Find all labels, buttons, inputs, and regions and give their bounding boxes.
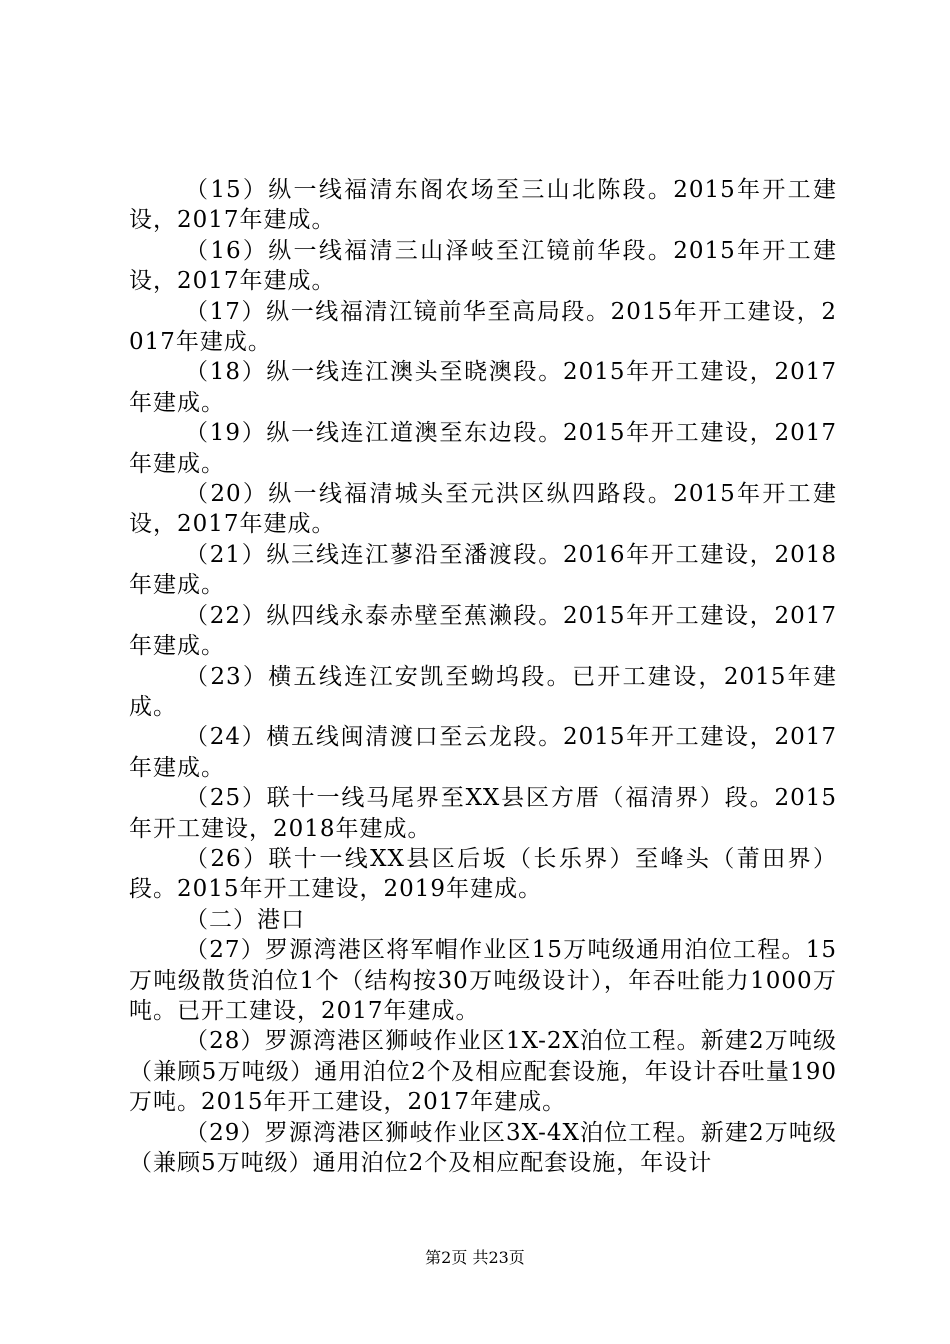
page-number: 第2页 共23页 — [425, 1248, 525, 1267]
paragraph-24: （24）横五线闽清渡口至云龙段。2015年开工建设，2017年建成。 — [129, 724, 837, 781]
paragraph-17: （17）纵一线福清江镜前华至高局段。2015年开工建设，2017年建成。 — [129, 298, 837, 356]
paragraph-21: （21）纵三线连江蓼沿至潘渡段。2016年开工建设，2018年建成。 — [129, 541, 837, 599]
paragraph-15: （15）纵一线福清东阁农场至三山北陈段。2015年开工建设，2017年建成。 — [129, 177, 837, 234]
paragraph-26: （26）联十一线XX县区后坂（长乐界）至峰头（莆田界）段。2015年开工建设，2019年建成。 — [129, 845, 837, 903]
paragraph-23: （23）横五线连江安凯至蚴坞段。已开工建设，2015年建成。 — [129, 663, 837, 720]
document-body — [129, 175, 837, 1178]
page-footer — [0, 1248, 950, 1268]
paragraph-20: （20）纵一线福清城头至元洪区纵四路段。2015年开工建设，2017年建成。 — [129, 481, 837, 538]
paragraph-16: （16）纵一线福清三山泽岐至江镜前华段。2015年开工建设，2017年建成。 — [129, 237, 837, 295]
section-heading-ports: （二）港口 — [185, 906, 305, 933]
paragraph-27: （27）罗源湾港区将军帽作业区15万吨级通用泊位工程。15万吨级散货泊位1个（结构按30万吨级设计），年吞吐能力1000万吨。已开工建设，2017年建成。 — [129, 937, 837, 1024]
paragraph-19: （19）纵一线连江道澳至东边段。2015年开工建设，2017年建成。 — [129, 420, 837, 477]
paragraph-22: （22）纵四线永泰赤壁至蕉濑段。2015年开工建设，2017年建成。 — [129, 602, 837, 660]
paragraph-25: （25）联十一线马尾界至XX县区方厝（福清界）段。2015年开工建设，2018年建成。 — [129, 785, 837, 842]
paragraph-28: （28）罗源湾港区狮岐作业区1X-2X泊位工程。新建2万吨级（兼顾5万吨级）通用泊位2个及相应配套设施，年设计吞吐量190万吨。2015年开工建设，2017年建成。 — [129, 1028, 838, 1116]
paragraph-29: （29）罗源湾港区狮岐作业区3X-4X泊位工程。新建2万吨级（兼顾5万吨级）通用泊位2个及相应配套设施，年设计 — [129, 1119, 838, 1176]
paragraph-18: （18）纵一线连江澳头至晓澳段。2015年开工建设，2017年建成。 — [129, 359, 837, 416]
